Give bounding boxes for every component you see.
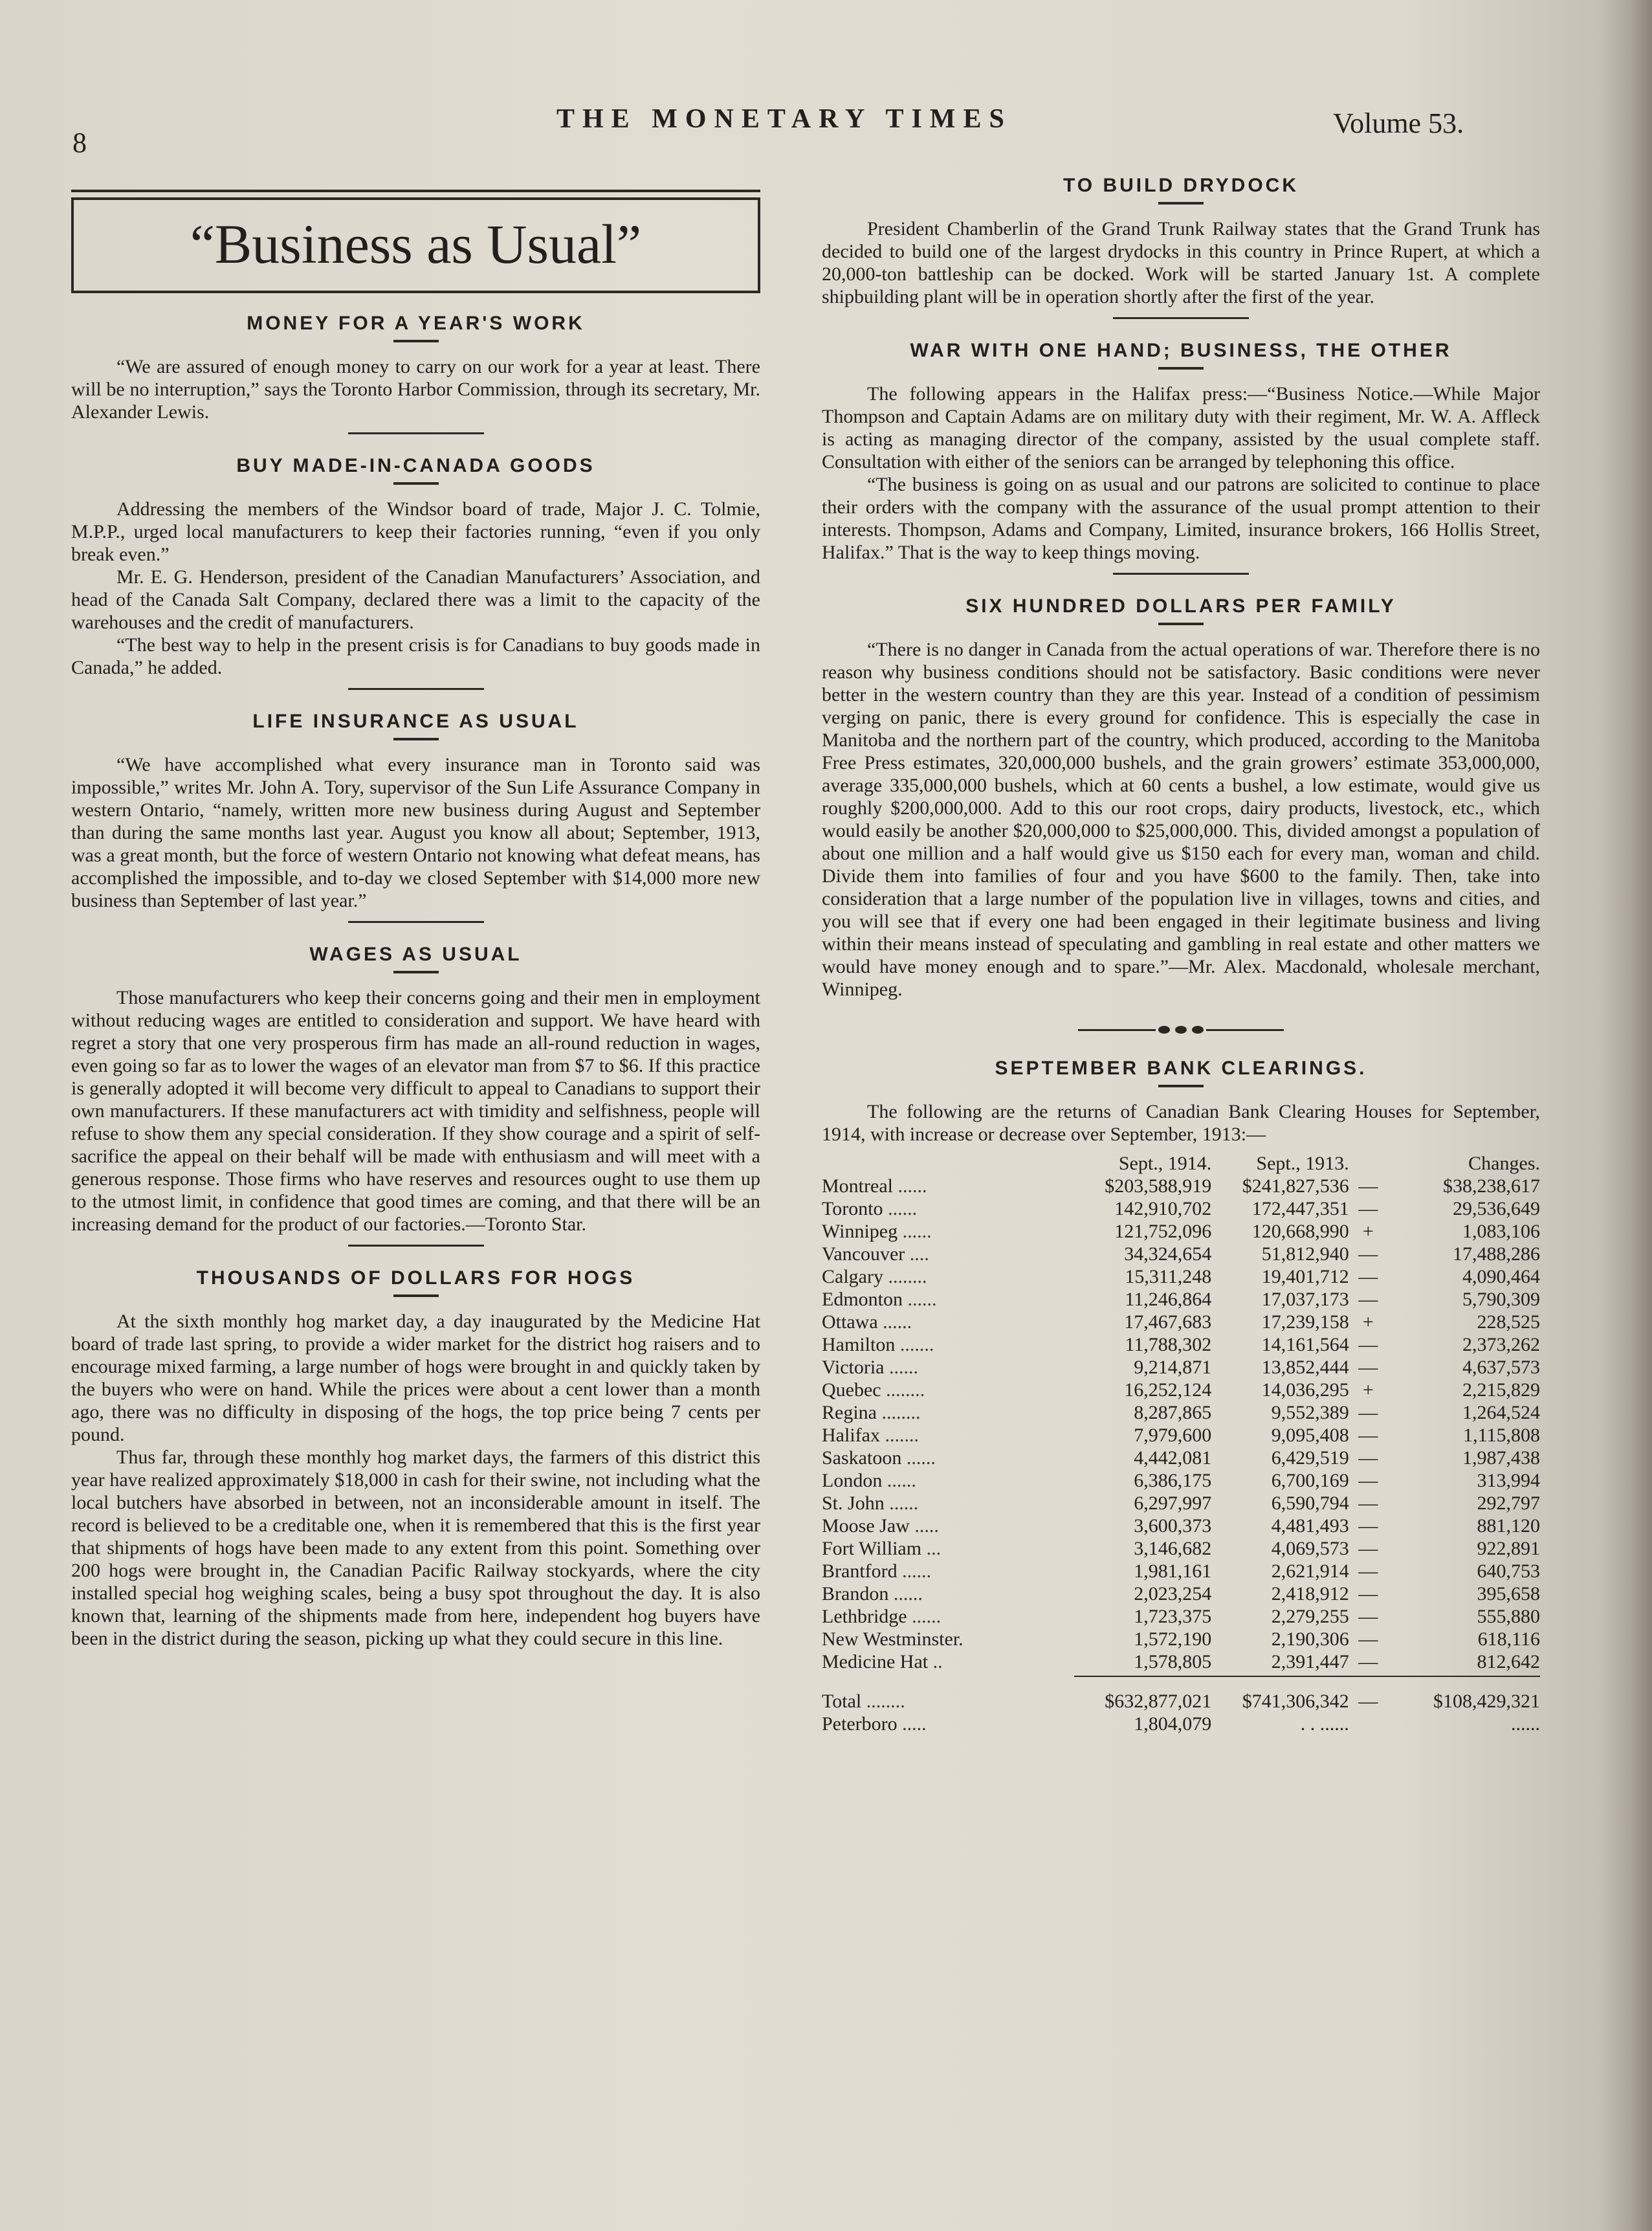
change-cell: 2,373,262 [1462, 1334, 1540, 1355]
change-sign-cell: — [1358, 1538, 1378, 1559]
table-row [822, 1220, 1540, 1243]
section-title-box [71, 197, 760, 293]
table-row [822, 1537, 1540, 1560]
clearings-1914-cell: 3,146,682 [1134, 1538, 1212, 1559]
city-cell [822, 1515, 1074, 1537]
section-separator [348, 432, 484, 434]
clearings-1913-cell: 13,852,444 [1261, 1357, 1349, 1378]
clearings-1913-cell: $241,827,536 [1242, 1175, 1349, 1197]
table-row [822, 1175, 1540, 1197]
clearings-1913-cell: 2,418,912 [1271, 1583, 1349, 1604]
clearings-1913-cell: 6,429,519 [1271, 1447, 1349, 1469]
table-row [822, 1379, 1540, 1401]
change-cell: 922,891 [1477, 1538, 1540, 1559]
city-cell [822, 1265, 1074, 1288]
table-row [822, 1492, 1540, 1515]
section-separator [348, 921, 484, 923]
table-body [822, 1175, 1540, 1735]
table-row [822, 1288, 1540, 1311]
article-heading: THOUSANDS OF DOLLARS FOR HOGS [196, 1267, 635, 1289]
table-row [822, 1447, 1540, 1469]
clearings-1913-cell: $741,306,342 [1242, 1691, 1349, 1712]
clearings-1914-cell: 1,572,190 [1134, 1628, 1212, 1650]
change-cell: 313,994 [1477, 1470, 1540, 1491]
heading-rule [1158, 623, 1204, 625]
page-spine-shadow [1600, 0, 1652, 2231]
clearings-1914-cell: 11,246,864 [1125, 1289, 1212, 1310]
section-separator [1113, 317, 1249, 319]
city-name: Halifax [822, 1425, 880, 1446]
section-separator [348, 1245, 484, 1247]
table-row [822, 1582, 1540, 1605]
clearings-1913-cell: 4,481,493 [1271, 1515, 1349, 1537]
change-sign-cell: — [1358, 1175, 1378, 1197]
city-cell [822, 1676, 1074, 1713]
city-name: Brantford [822, 1560, 898, 1582]
change-cell: 395,658 [1477, 1583, 1540, 1604]
table-row [822, 1265, 1540, 1288]
clearings-1914-cell: 9,214,871 [1134, 1357, 1212, 1378]
table-row [822, 1469, 1540, 1492]
clearings-1913-cell: 2,391,447 [1271, 1651, 1349, 1672]
change-cell: ...... [1511, 1713, 1540, 1735]
city-name: Medicine Hat [822, 1651, 929, 1672]
heading-rule [393, 1294, 439, 1297]
page-number: 8 [72, 127, 87, 159]
clearings-1913-cell: 6,590,794 [1271, 1493, 1349, 1514]
change-sign-cell: — [1358, 1289, 1378, 1310]
change-sign-cell: — [1358, 1560, 1378, 1582]
clearings-1914-cell: 34,324,654 [1124, 1243, 1212, 1265]
city-cell [822, 1469, 1074, 1492]
change-sign-cell: — [1358, 1493, 1378, 1514]
change-cell: 881,120 [1477, 1515, 1540, 1537]
change-cell: 812,642 [1477, 1651, 1540, 1672]
city-cell [822, 1560, 1074, 1582]
table-row [822, 1605, 1540, 1628]
change-sign-cell: — [1358, 1470, 1378, 1491]
clearings-1914-cell: $203,588,919 [1105, 1175, 1212, 1197]
city-cell [822, 1650, 1074, 1673]
change-cell: 29,536,649 [1453, 1198, 1540, 1219]
change-sign-cell: — [1358, 1357, 1378, 1378]
clearings-1914-cell: 3,600,373 [1134, 1515, 1212, 1537]
city-name: Montreal [822, 1175, 893, 1197]
ornament-divider [822, 1019, 1540, 1038]
leader-dots: ...... [883, 1311, 912, 1333]
clearings-1914-cell: 16,252,124 [1124, 1379, 1212, 1401]
leader-dots: ....... [899, 1334, 934, 1355]
column-header: Sept., 1913. [1256, 1153, 1349, 1174]
article-heading: SIX HUNDRED DOLLARS PER FAMILY [965, 595, 1396, 617]
clearings-1914-cell: 4,442,081 [1134, 1447, 1212, 1469]
article-paragraph: At the sixth monthly hog market day, a day inaugurated by the Medicine Hat board of trade last spring, to provide a wider market for the district hog raisers and to encourage mixed farming, a large number of hogs were brought in and quickly taken by the buyers who were on hand. While the prices were about a cent lower than a month ago, there was no difficulty in disposing of the hogs, the top price being 7 cents per pound. [71, 1311, 760, 1445]
article-paragraph: “The business is going on as usual and our patrons are solicited to continue to place their orders with the company with the assurance of the usual prompt attention to their interests. Thompson, Adams and Company, Limited, insurance brokers, 166 Hollis Street, Halifax.” That is the way to keep things moving. [822, 474, 1540, 563]
city-name: Hamilton [822, 1334, 896, 1355]
leader-dots: ...... [912, 1606, 942, 1627]
change-sign-cell: — [1358, 1402, 1378, 1423]
leader-dots: ........ [888, 1266, 927, 1287]
clearings-1913-cell: 2,621,914 [1271, 1560, 1349, 1582]
change-sign-cell: + [1362, 1379, 1374, 1401]
clearings-1914-cell: 11,788,302 [1125, 1334, 1212, 1355]
clearings-1913-cell: 17,239,158 [1261, 1311, 1349, 1333]
heading-rule [1158, 202, 1204, 205]
leader-dots: ...... [889, 1493, 919, 1514]
clearings-1914-cell: 7,979,600 [1134, 1425, 1212, 1446]
heading-rule [1158, 367, 1204, 370]
change-sign-cell: — [1358, 1334, 1378, 1355]
article-heading: BUY MADE-IN-CANADA GOODS [236, 455, 595, 476]
change-cell: 640,753 [1477, 1560, 1540, 1582]
column-header: Changes. [1468, 1153, 1540, 1174]
city-name: St. John [822, 1493, 885, 1514]
city-name: Brandon [822, 1583, 889, 1604]
leader-dots: ...... [888, 1198, 918, 1219]
change-cell: 1,115,808 [1463, 1425, 1540, 1446]
section-separator [1113, 573, 1249, 575]
leader-dots: ...... [902, 1560, 932, 1582]
table-row [822, 1243, 1540, 1265]
city-name: Calgary [822, 1266, 883, 1287]
change-sign-cell: — [1358, 1628, 1378, 1650]
article-heading: SEPTEMBER BANK CLEARINGS. [995, 1058, 1367, 1079]
city-name: Winnipeg [822, 1221, 898, 1242]
city-name: Vancouver [822, 1243, 905, 1265]
city-cell [822, 1220, 1074, 1243]
table-row [822, 1197, 1540, 1220]
clearings-1913-cell: 9,095,408 [1271, 1425, 1349, 1446]
leader-dots: ...... [898, 1175, 927, 1197]
city-cell [822, 1628, 1074, 1650]
leader-dots: ..... [902, 1713, 927, 1735]
clearings-1913-cell: 9,552,389 [1271, 1402, 1349, 1423]
city-name: Peterboro [822, 1713, 898, 1735]
clearings-1914-cell: 15,311,248 [1125, 1266, 1212, 1287]
article-heading: WAGES AS USUAL [309, 944, 522, 965]
leader-dots: ........ [881, 1402, 921, 1423]
leader-dots: ...... [906, 1447, 936, 1469]
clearings-1913-cell: . . ...... [1300, 1713, 1349, 1735]
change-sign-cell: — [1358, 1243, 1378, 1265]
change-sign-cell: — [1358, 1198, 1378, 1219]
change-cell: $108,429,321 [1433, 1691, 1540, 1712]
change-cell: 1,083,106 [1462, 1221, 1540, 1242]
city-name: Regina [822, 1402, 877, 1423]
city-name: Moose Jaw [822, 1515, 910, 1537]
change-sign-cell: + [1362, 1221, 1374, 1242]
city-cell [822, 1582, 1074, 1605]
clearings-1913-cell: 14,036,295 [1261, 1379, 1349, 1401]
heading-rule [393, 971, 439, 973]
article-paragraph: The following appears in the Halifax press:—“Business Notice.—While Major Thompson and Captain Adams are on military duty with their regiment, Mr. W. A. Affleck is acting as managing director of the company, assisted by the usual complete staff. Consultation with either of the seniors can be arranged by telephoning this office. [822, 383, 1540, 472]
city-cell [822, 1311, 1074, 1333]
change-cell: 1,987,438 [1462, 1447, 1540, 1469]
change-sign-cell: — [1358, 1425, 1378, 1446]
clearings-1914-cell: 121,752,096 [1114, 1221, 1212, 1242]
leader-dots: ... [926, 1538, 942, 1559]
city-cell [822, 1713, 1074, 1735]
heading-rule [393, 482, 439, 485]
clearings-1913-cell: 17,037,173 [1261, 1289, 1349, 1310]
city-name: Toronto [822, 1198, 883, 1219]
change-cell: 2,215,829 [1462, 1379, 1540, 1401]
left-column [71, 188, 760, 1650]
city-cell [822, 1197, 1074, 1220]
city-name: Edmonton [822, 1289, 903, 1310]
right-column [822, 175, 1540, 1735]
leader-dots: ...... [907, 1289, 937, 1310]
city-cell [822, 1537, 1074, 1560]
table-row [822, 1713, 1540, 1735]
section-title: “Business as Usual” [190, 213, 642, 275]
change-cell: 1,264,524 [1462, 1402, 1540, 1423]
table-row [822, 1401, 1540, 1424]
article-paragraph: Addressing the members of the Windsor board of trade, Major J. C. Tolmie, M.P.P., urged local manufacturers to keep their factories running, “even if you only break even.” [71, 498, 760, 565]
article-heading: LIFE INSURANCE AS USUAL [252, 711, 579, 732]
clearings-1914-cell: 1,981,161 [1134, 1560, 1212, 1582]
leader-dots: ........ [886, 1379, 925, 1401]
city-name: Quebec [822, 1379, 881, 1401]
change-cell: 5,790,309 [1462, 1289, 1540, 1310]
clearings-1913-cell: 6,700,169 [1271, 1470, 1349, 1491]
clearings-1913-cell: 19,401,712 [1261, 1266, 1349, 1287]
volume-label: Volume 53. [1333, 107, 1464, 139]
section-separator [348, 688, 484, 690]
article-heading: WAR WITH ONE HAND; BUSINESS, THE OTHER [910, 340, 1452, 361]
change-sign-cell: — [1358, 1447, 1378, 1469]
clearings-1913-cell: 2,279,255 [1271, 1606, 1349, 1627]
city-name: Saskatoon [822, 1447, 902, 1469]
city-cell [822, 1379, 1074, 1401]
leader-dots: .... [909, 1243, 929, 1265]
city-cell [822, 1424, 1074, 1447]
clearings-1913-cell: 4,069,573 [1271, 1538, 1349, 1559]
change-sign-cell: — [1358, 1583, 1378, 1604]
change-cell: $38,238,617 [1443, 1175, 1540, 1197]
table-row [822, 1560, 1540, 1582]
leader-dots: ...... [902, 1221, 932, 1242]
total-row [822, 1676, 1540, 1713]
table-row [822, 1515, 1540, 1537]
city-name: Total [822, 1690, 862, 1712]
city-name: London [822, 1470, 883, 1491]
article-paragraph: Thus far, through these monthly hog market days, the farmers of this district this year have realized approximately $18,000 in cash for their swine, not including what the local butchers have absorbed in between, not an inconsiderable amount in itself. The record is believed to be a creditable one, when it is remembered that this is the first year that shipments of hogs have been made to any extent from this point. Something over 200 hogs were brought in, the Canadian Pacific Railway stockyards, where the city installed special hog weighing scales, being a busy spot throughout the day. It is also known that, learning of the shipments made from here, independent hog buyers have been in the district during the season, picking up what they could secure in this line. [71, 1447, 760, 1649]
column-header: Sept., 1914. [1118, 1153, 1212, 1174]
change-cell: 555,880 [1477, 1606, 1540, 1627]
clearings-1913-cell: 120,668,990 [1251, 1221, 1349, 1242]
article-paragraph: “We are assured of enough money to carry on our work for a year at least. There will be no interruption,” says the Toronto Harbor Commission, through its secretary, Mr. Alexander Lewis. [71, 356, 760, 423]
article-paragraph: “The best way to help in the present crisis is for Canadians to buy goods made in Canada,” he added. [71, 634, 760, 678]
clearings-1913-cell: 51,812,940 [1261, 1243, 1349, 1265]
leader-dots: ...... [889, 1357, 918, 1378]
clearings-1914-cell: 8,287,865 [1134, 1402, 1212, 1423]
leader-dots: ....... [885, 1425, 919, 1446]
heading-rule [1158, 1085, 1204, 1087]
table-row [822, 1311, 1540, 1333]
city-cell [822, 1401, 1074, 1424]
change-sign-cell [1349, 1713, 1387, 1735]
change-sign-cell: — [1358, 1606, 1378, 1627]
right-articles [822, 175, 1540, 1001]
leader-dots: ...... [893, 1583, 923, 1604]
city-cell [822, 1447, 1074, 1469]
leader-dots: ........ [866, 1690, 905, 1712]
change-sign-cell: — [1358, 1691, 1378, 1712]
clearings-1914-cell: 6,386,175 [1134, 1470, 1212, 1491]
city-name: Victoria [822, 1357, 885, 1378]
article-heading: TO BUILD DRYDOCK [1063, 175, 1299, 196]
bank-clearings-table [822, 1152, 1540, 1735]
heading-rule [393, 738, 439, 740]
city-cell [822, 1288, 1074, 1311]
clearings-1914-cell: 1,723,375 [1134, 1606, 1212, 1627]
city-cell [822, 1605, 1074, 1628]
clearings-1914-cell: 142,910,702 [1114, 1198, 1212, 1219]
clearings-1914-cell: 2,023,254 [1134, 1583, 1212, 1604]
change-cell: 4,637,573 [1462, 1357, 1540, 1378]
leader-dots: ..... [914, 1515, 939, 1537]
table-row [822, 1424, 1540, 1447]
city-name: Lethbridge [822, 1606, 907, 1627]
city-cell [822, 1175, 1074, 1197]
city-name: New Westminster. [822, 1628, 964, 1650]
clearings-1914-cell: 6,297,997 [1134, 1493, 1212, 1514]
table-row [822, 1356, 1540, 1379]
article-paragraph: The following are the returns of Canadian Bank Clearing Houses for September, 1914, with increase or decrease over September, 1913:— [822, 1101, 1540, 1145]
clearings-1913-cell: 14,161,564 [1261, 1334, 1349, 1355]
city-name: Fort William [822, 1538, 922, 1559]
change-sign-cell: — [1358, 1266, 1378, 1287]
article-paragraph: “We have accomplished what every insurance man in Toronto said was impossible,” writes Mr. John A. Tory, supervisor of the Sun Life Assurance Company in western Ontario, “namely, written more new business during August and September than during the same months last year. August you know all about; September, 1913, was a great month, but the force of western Ontario not knowing what defeat means, has accomplished the impossible, and to-day we closed September with $14,000 more new business than September of last year.” [71, 754, 760, 911]
table-header-row [822, 1152, 1540, 1175]
heading-rule [393, 340, 439, 342]
change-sign-cell: + [1362, 1311, 1374, 1333]
city-cell [822, 1333, 1074, 1356]
article-paragraph: Those manufacturers who keep their concerns going and their men in employment without reducing wages are entitled to consideration and support. We have heard with regret a story that one very prosperous firm has made an all-round reduction in wages, even going so far as to lower the wages of an elevator man from $7 to $6. If this practice is generally adopted it will become very difficult to appeal to Canadians to support their own manufacturers. If these manufacturers act with timidity and selfishness, people will refuse to show them any special consideration. If they show courage and a spirit of self-sacrifice the appeal on their behalf will be made with enthusiasm and will meet with a generous response. Those firms who have reserves and resources ought to use them up to the utmost limit, in confidence that good times are coming, and that there will be an increasing demand for the product of our factories.—Toronto Star. [71, 987, 760, 1235]
change-cell: 618,116 [1477, 1628, 1540, 1650]
running-head: THE MONETARY TIMES [556, 104, 1012, 134]
leader-dots: ...... [887, 1470, 916, 1491]
clearings-1913-cell: 2,190,306 [1271, 1628, 1349, 1650]
city-name: Ottawa [822, 1311, 878, 1333]
change-sign-cell: — [1358, 1515, 1378, 1537]
left-articles [71, 313, 760, 1650]
change-cell: 228,525 [1477, 1311, 1540, 1333]
leader-dots: .. [932, 1651, 943, 1672]
table-row [822, 1650, 1540, 1673]
clearings-1913-cell: 172,447,351 [1251, 1198, 1349, 1219]
clearings-1914-cell: 1,578,805 [1134, 1651, 1212, 1672]
city-cell [822, 1243, 1074, 1265]
article-paragraph: President Chamberlin of the Grand Trunk Railway states that the Grand Trunk has decided to build one of the largest drydocks in this country in Prince Rupert, at which a 20,000-ton battleship can be docked. Work will be started January 1st. A complete shipbuilding plant will be in operation shortly after the first of the year. [822, 218, 1540, 307]
change-cell: 4,090,464 [1462, 1266, 1540, 1287]
change-cell: 17,488,286 [1453, 1243, 1540, 1265]
clearings-1914-cell: 17,467,683 [1124, 1311, 1212, 1333]
change-cell: 292,797 [1477, 1493, 1540, 1514]
clearings-1914-cell: $632,877,021 [1105, 1691, 1212, 1712]
table-row [822, 1333, 1540, 1356]
article-heading: MONEY FOR A YEAR'S WORK [247, 313, 585, 334]
city-cell [822, 1492, 1074, 1515]
clearings-1914-cell: 1,804,079 [1134, 1713, 1212, 1735]
article-paragraph: “There is no danger in Canada from the actual operations of war. Therefore there is no reason why business conditions should not be satisfactory. Basic conditions were never better in the western country than they are this year. Instead of a condition of pessimism verging on panic, there is every ground for confidence. This is especially the case in Manitoba and the northern part of the country, which produced, according to the Manitoba Free Press estimates, 320,000,000 bushels, and the grain growers’ estimate 353,000,000, average 335,000,000 bushels, which at 60 cents a bushel, a low estimate, would give us roughly $200,000,000. Add to this our root crops, dairy products, livestock, etc., which would easily be another $20,000,000 to $25,000,000. This, divided amongst a population of about one million and a half would give us $150 each for every man, woman and child. Divide them into families of four and you have $600 to the family. Then, take into consideration that a large number of the population live in villages, towns and cities, and you will see that if every one had been engaged in their legitimate business and living within their means instead of speculating and gambling in real estate and other matters we would have money enough and to spare.”—Mr. Alex. Macdonald, wholesale merchant, Winnipeg. [822, 639, 1540, 1000]
city-cell [822, 1356, 1074, 1379]
article-paragraph: Mr. E. G. Henderson, president of the Canadian Manufacturers’ Association, and head of the Canada Salt Company, declared there was a limit to the capacity of the warehouses and the credit of manufacturers. [71, 566, 760, 633]
change-sign-cell: — [1358, 1651, 1378, 1672]
table-row [822, 1628, 1540, 1650]
